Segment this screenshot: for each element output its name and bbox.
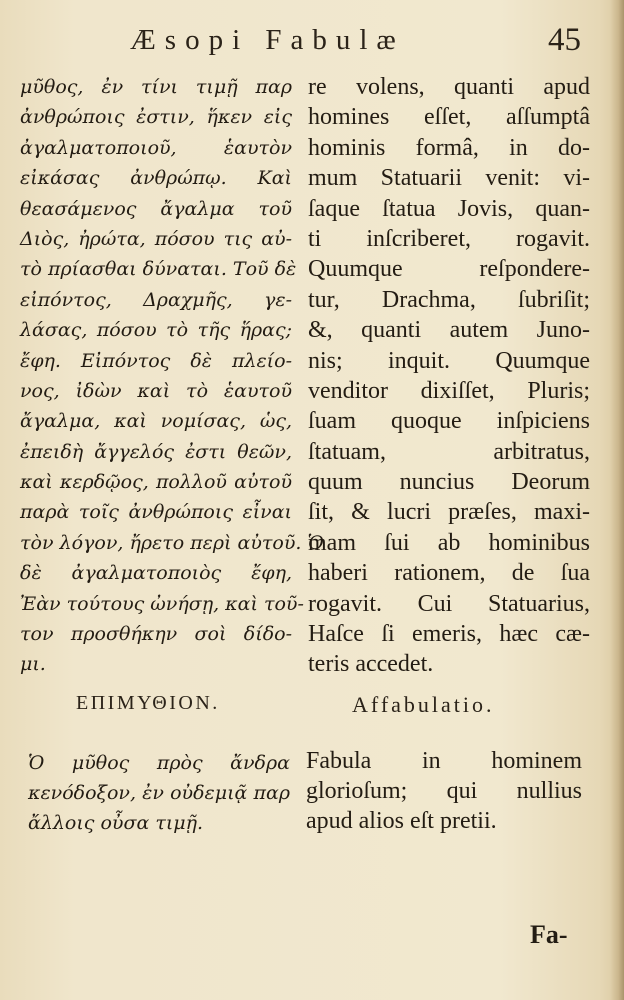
greek-line: ἄγαλμα, καὶ νομίσας, ὡς, — [20, 410, 292, 433]
latin-column — [308, 72, 590, 680]
greek-line: ἐπειδὴ ἄγγελός ἐστι θεῶν, — [20, 440, 292, 463]
latin-line: Haſce ſi emeris, hæc cæ- — [308, 621, 590, 648]
greek-moral-line: κενόδοξον, ἐν οὐδεμιᾷ παρ — [28, 782, 290, 804]
page-header — [0, 14, 624, 66]
greek-line: θεασάμενος ἄγαλμα τοῦ — [20, 197, 292, 220]
latin-line: ſuam quoque inſpiciens — [308, 408, 590, 435]
latin-line: ſaque ſtatua Jovis, quan- — [308, 195, 590, 222]
latin-line: tur, Drachma, ſubriſit; — [308, 286, 590, 313]
latin-moral-text — [306, 746, 582, 836]
greek-moral-line: Ὁ μῦθος πρὸς ἄνδρα — [28, 752, 290, 774]
latin-line: re volens, quanti apud — [308, 74, 590, 100]
greek-line: εἰπόντος, Δραχμῆς, γε- — [20, 288, 292, 311]
latin-line: nis; inquit. Quumque — [308, 347, 590, 374]
latin-line: Quumque reſpondere- — [308, 256, 590, 283]
page-number: 45 — [548, 22, 581, 58]
latin-line: mum Statuarii venit: vi- — [308, 165, 590, 192]
greek-line: ἔφη. Εἰπόντος δὲ πλείο- — [20, 349, 292, 372]
greek-line: μι. — [20, 653, 46, 676]
greek-moral-line: ἄλλοις οὖσα τιμῇ. — [28, 812, 204, 834]
greek-moral-text — [28, 748, 290, 838]
greek-column — [20, 72, 324, 680]
greek-line: μῦθος, ἐν τίνι τιμῇ παρ — [20, 76, 292, 98]
greek-line: Ἐὰν τούτους ὠνήσῃ, καὶ τοῦ- — [20, 592, 304, 615]
latin-line: &, quanti autem Juno- — [308, 317, 590, 344]
latin-moral-line: apud alios eſt pretii. — [306, 808, 497, 834]
catchword: Fa- — [530, 920, 568, 949]
latin-line: ti inſcriberet, rogavit. — [308, 225, 590, 252]
latin-line: quum nuncius Deorum — [308, 469, 590, 496]
latin-line: hominis formâ, in do- — [308, 134, 590, 161]
greek-line: λάσας, πόσου τὸ τῆς ἥρας; — [20, 319, 292, 342]
greek-line: εἰκάσας ἀνθρώπῳ. Καὶ — [20, 167, 292, 190]
greek-line: τον προσθήκην σοὶ δίδο- — [20, 623, 292, 646]
running-title: Æsopi Fabulæ — [130, 24, 405, 56]
greek-line: καὶ κερδῷος, πολλοῦ αὐτοῦ — [20, 471, 292, 494]
latin-line: mam ſui ab hominibus — [308, 529, 590, 556]
latin-line: haberi rationem, de ſua — [308, 560, 590, 587]
page-edge-shadow — [610, 0, 624, 1000]
latin-line: venditor dixiſſet, Pluris; — [308, 377, 590, 404]
greek-line: τὸν λόγον, ἤρετο περὶ αὐτοῦ. Ὁ — [20, 531, 324, 554]
latin-moral-line: Fabula in hominem — [306, 748, 582, 774]
greek-line: παρὰ τοῖς ἀνθρώποις εἶναι — [20, 501, 292, 524]
latin-line: teris accedet. — [308, 651, 434, 678]
latin-line: homines eſſet, aſſumptâ — [308, 104, 590, 131]
greek-line: ἀνθρώποις ἐστιν, ἥκεν εἰς — [20, 106, 292, 129]
greek-line: τὸ πρίασθαι δύναται. Τοῦ δὲ — [20, 258, 297, 281]
greek-line: ἀγαλματοποιοῦ, ἑαυτὸν — [20, 136, 292, 159]
greek-moral-heading: ΕΠΙΜΥΘΙΟΝ. — [76, 692, 220, 714]
greek-line: νος, ἰδὼν καὶ τὸ ἑαυτοῦ — [20, 379, 292, 402]
greek-line: δὲ ἀγαλματοποιὸς ἔφη, — [20, 562, 292, 585]
latin-line: ſtatuam, arbitratus, — [308, 438, 590, 465]
latin-moral-heading: Affabulatio. — [352, 692, 495, 717]
latin-moral-line: glorioſum; qui nullius — [306, 778, 582, 804]
latin-line: rogavit. Cui Statuarius, — [308, 590, 590, 617]
greek-line: Διὸς, ἠρώτα, πόσου τις αὐ- — [20, 227, 292, 250]
latin-line: ſit, & lucri præſes, maxi- — [308, 499, 590, 526]
